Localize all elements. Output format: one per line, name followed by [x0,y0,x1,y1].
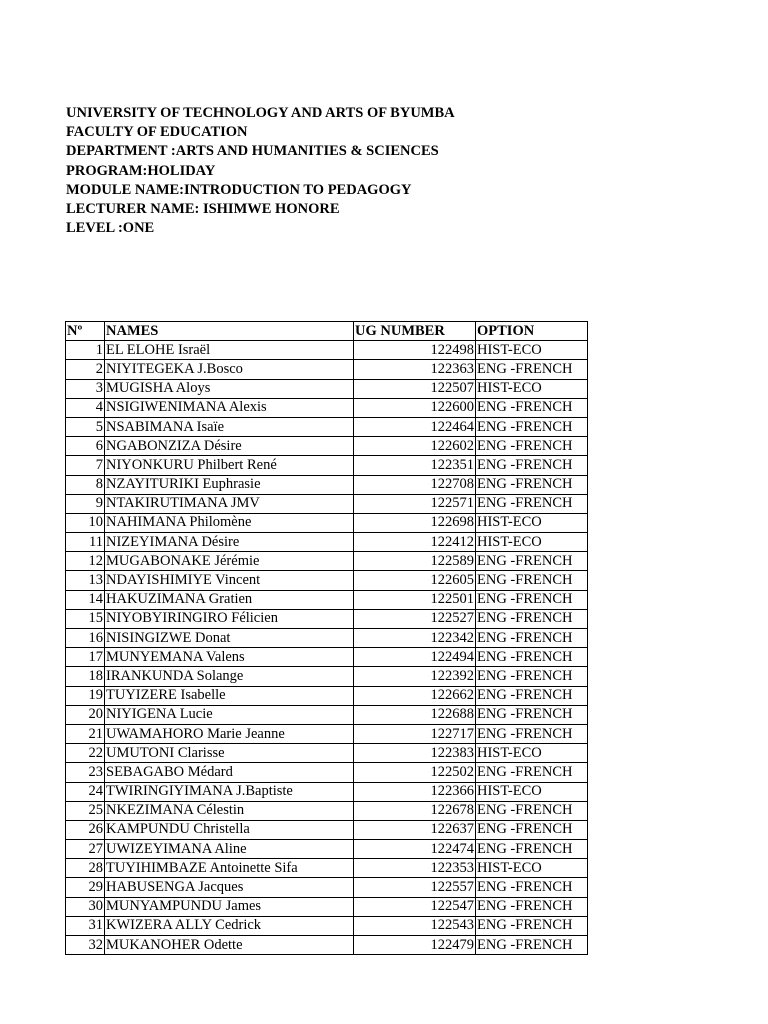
header-level: LEVEL :ONE [66,220,155,237]
option: HIST-ECO [476,341,588,360]
row-number: 4 [66,398,105,417]
student-name: TUYIZERE Isabelle [105,686,354,705]
ug-number: 122412 [354,533,476,552]
ug-number: 122678 [354,801,476,820]
student-name: UWIZEYIMANA Aline [105,840,354,859]
student-name: NIZEYIMANA Désire [105,533,354,552]
student-name: NGABONZIZA Désire [105,437,354,456]
option: HIST-ECO [476,744,588,763]
row-number: 1 [66,341,105,360]
header-module: MODULE NAME:INTRODUCTION TO PEDAGOGY [66,181,412,198]
option: ENG -FRENCH [476,648,588,667]
student-name: NISINGIZWE Donat [105,629,354,648]
option: ENG -FRENCH [476,475,588,494]
ug-number: 122501 [354,590,476,609]
table-row [66,782,588,801]
student-name: MUKANOHER Odette [105,936,354,955]
option: ENG -FRENCH [476,571,588,590]
option: ENG -FRENCH [476,417,588,436]
column-header-number: Nº [66,322,105,341]
row-number: 27 [66,840,105,859]
student-name: KAMPUNDU Christella [105,820,354,839]
ug-number: 122717 [354,724,476,743]
option: ENG -FRENCH [476,437,588,456]
ug-number: 122366 [354,782,476,801]
table-row [66,686,588,705]
column-header-option: OPTION [476,322,588,341]
table-row [66,763,588,782]
table-row [66,552,588,571]
option: ENG -FRENCH [476,763,588,782]
option: ENG -FRENCH [476,456,588,475]
ug-number: 122605 [354,571,476,590]
row-number: 24 [66,782,105,801]
student-name: MUNYEMANA Valens [105,648,354,667]
row-number: 31 [66,916,105,935]
table-row [66,533,588,552]
ug-number: 122353 [354,859,476,878]
student-name: UWAMAHORO Marie Jeanne [105,724,354,743]
table-row [66,379,588,398]
option: ENG -FRENCH [476,916,588,935]
document-header [66,104,455,238]
student-name: TUYIHIMBAZE Antoinette Sifa [105,859,354,878]
table-row [66,456,588,475]
table-row [66,859,588,878]
header-department: DEPARTMENT :ARTS AND HUMANITIES & SCIENCES [66,143,439,160]
ug-number: 122474 [354,840,476,859]
table-row [66,648,588,667]
ug-number: 122351 [354,456,476,475]
ug-number: 122527 [354,609,476,628]
option: ENG -FRENCH [476,686,588,705]
row-number: 10 [66,513,105,532]
row-number: 9 [66,494,105,513]
table-row [66,629,588,648]
student-name: KWIZERA ALLY Cedrick [105,916,354,935]
row-number: 19 [66,686,105,705]
option: ENG -FRENCH [476,494,588,513]
option: HIST-ECO [476,782,588,801]
table-row [66,744,588,763]
row-number: 2 [66,360,105,379]
table-row [66,820,588,839]
ug-number: 122383 [354,744,476,763]
row-number: 22 [66,744,105,763]
student-name: NKEZIMANA Célestin [105,801,354,820]
row-number: 7 [66,456,105,475]
student-roster-table [65,321,588,955]
option: HIST-ECO [476,859,588,878]
ug-number: 122494 [354,648,476,667]
option: ENG -FRENCH [476,936,588,955]
ug-number: 122589 [354,552,476,571]
header-lecturer: LECTURER NAME: ISHIMWE HONORE [66,201,340,218]
table-row [66,417,588,436]
table-row [66,609,588,628]
table-row [66,571,588,590]
ug-number: 122571 [354,494,476,513]
student-name: NAHIMANA Philomène [105,513,354,532]
table-row [66,494,588,513]
table-row [66,897,588,916]
student-name: NZAYITURIKI Euphrasie [105,475,354,494]
option: ENG -FRENCH [476,609,588,628]
ug-number: 122543 [354,916,476,935]
row-number: 21 [66,724,105,743]
student-name: UMUTONI Clarisse [105,744,354,763]
student-name: NSIGIWENIMANA Alexis [105,398,354,417]
row-number: 3 [66,379,105,398]
student-name: NIYIGENA Lucie [105,705,354,724]
row-number: 5 [66,417,105,436]
option: ENG -FRENCH [476,629,588,648]
row-number: 17 [66,648,105,667]
student-name: HAKUZIMANA Gratien [105,590,354,609]
option: ENG -FRENCH [476,398,588,417]
option: ENG -FRENCH [476,590,588,609]
student-name: IRANKUNDA Solange [105,667,354,686]
table-header-row [66,322,588,341]
student-name: TWIRINGIYIMANA J.Baptiste [105,782,354,801]
table-row [66,724,588,743]
roster-body [66,341,588,955]
ug-number: 122557 [354,878,476,897]
table-row [66,878,588,897]
option: ENG -FRENCH [476,897,588,916]
row-number: 8 [66,475,105,494]
row-number: 20 [66,705,105,724]
column-header-ug-number: UG NUMBER [354,322,476,341]
row-number: 12 [66,552,105,571]
ug-number: 122698 [354,513,476,532]
ug-number: 122342 [354,629,476,648]
option: HIST-ECO [476,513,588,532]
header-program: PROGRAM:HOLIDAY [66,162,216,179]
option: ENG -FRENCH [476,552,588,571]
ug-number: 122662 [354,686,476,705]
student-name: MUNYAMPUNDU James [105,897,354,916]
ug-number: 122507 [354,379,476,398]
ug-number: 122547 [354,897,476,916]
table-row [66,916,588,935]
option: ENG -FRENCH [476,705,588,724]
ug-number: 122392 [354,667,476,686]
option: ENG -FRENCH [476,878,588,897]
option: ENG -FRENCH [476,724,588,743]
option: HIST-ECO [476,379,588,398]
student-name: NSABIMANA Isaïe [105,417,354,436]
row-number: 11 [66,533,105,552]
column-header-names: NAMES [105,322,354,341]
row-number: 14 [66,590,105,609]
ug-number: 122479 [354,936,476,955]
table-row [66,398,588,417]
row-number: 6 [66,437,105,456]
table-row [66,801,588,820]
option: HIST-ECO [476,533,588,552]
row-number: 28 [66,859,105,878]
table-row [66,475,588,494]
table-row [66,590,588,609]
table-row [66,513,588,532]
student-name: HABUSENGA Jacques [105,878,354,897]
ug-number: 122498 [354,341,476,360]
student-name: NIYITEGEKA J.Bosco [105,360,354,379]
header-faculty: FACULTY OF EDUCATION [66,124,248,141]
ug-number: 122363 [354,360,476,379]
ug-number: 122708 [354,475,476,494]
row-number: 26 [66,820,105,839]
row-number: 23 [66,763,105,782]
table-row [66,840,588,859]
ug-number: 122602 [354,437,476,456]
header-university: UNIVERSITY OF TECHNOLOGY AND ARTS OF BYUMBA [66,105,455,121]
student-name: NIYOBYIRINGIRO Félicien [105,609,354,628]
option: ENG -FRENCH [476,801,588,820]
row-number: 29 [66,878,105,897]
table-row [66,705,588,724]
ug-number: 122637 [354,820,476,839]
row-number: 30 [66,897,105,916]
student-name: NDAYISHIMIYE Vincent [105,571,354,590]
option: ENG -FRENCH [476,840,588,859]
row-number: 15 [66,609,105,628]
table-row [66,341,588,360]
ug-number: 122464 [354,417,476,436]
row-number: 32 [66,936,105,955]
student-name: NIYONKURU Philbert René [105,456,354,475]
student-name: SEBAGABO Médard [105,763,354,782]
option: ENG -FRENCH [476,360,588,379]
row-number: 13 [66,571,105,590]
row-number: 25 [66,801,105,820]
option: ENG -FRENCH [476,667,588,686]
student-name: EL ELOHE Israël [105,341,354,360]
table-row [66,437,588,456]
student-name: MUGISHA Aloys [105,379,354,398]
ug-number: 122600 [354,398,476,417]
table-row [66,667,588,686]
row-number: 18 [66,667,105,686]
ug-number: 122688 [354,705,476,724]
ug-number: 122502 [354,763,476,782]
student-name: NTAKIRUTIMANA JMV [105,494,354,513]
table-row [66,360,588,379]
student-name: MUGABONAKE Jérémie [105,552,354,571]
table-row [66,936,588,955]
row-number: 16 [66,629,105,648]
option: ENG -FRENCH [476,820,588,839]
